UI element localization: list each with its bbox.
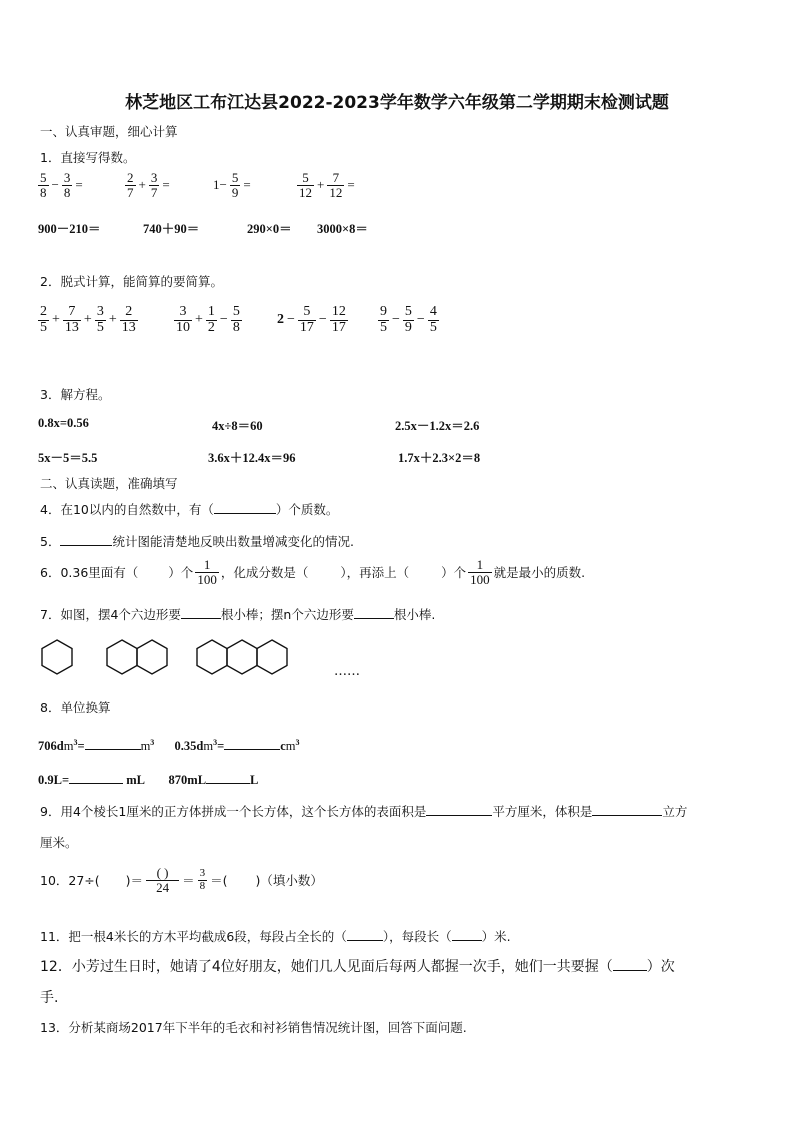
q8-row-2: 0.9L= mL 870mL L bbox=[38, 773, 259, 787]
hexagon-2a bbox=[107, 640, 137, 674]
q3-eq-3: 2.5x－1.2x＝2.6 bbox=[395, 419, 480, 433]
q3-eq-5: 3.6x＋12.4x＝96 bbox=[208, 451, 296, 465]
q10-text: 10．27÷( )＝ $\frac{( )}{24}$ ＝ $\frac{3}{8}$ ＝( )（填小数） bbox=[40, 865, 323, 895]
q2-expr-2: $\frac{3}{10}$ + $\frac{1}{2}$ − $\frac{5}{8}$ bbox=[176, 304, 240, 335]
hexagon-1 bbox=[42, 640, 72, 674]
q8-blank-4[interactable] bbox=[206, 771, 250, 784]
q1-label: 1．直接写得数。 bbox=[40, 150, 136, 165]
q2-expr-4: $\frac{9}{5}$ − $\frac{5}{9}$ − $\frac{4}{5}$ bbox=[380, 304, 437, 335]
q2-expr-1: $\frac{2}{5}$ + $\frac{7}{13}$ + $\frac{3}{5}$ + $\frac{2}{13}$ bbox=[40, 304, 136, 335]
q2-expr-3: 2 − $\frac{5}{17}$ − $\frac{12}{17}$ bbox=[277, 304, 346, 335]
q3-eq-6: 1.7x＋2.3×2＝8 bbox=[398, 451, 481, 465]
q5-text: 5． 统计图能清楚地反映出数量增减变化的情况. bbox=[40, 534, 354, 549]
q8-blank-3[interactable] bbox=[69, 771, 123, 784]
q7-blank-1[interactable] bbox=[181, 606, 221, 619]
q6-text: 6．0.36里面有（ ）个 $\frac{1}{100}$ ，化成分数是（ ），再添上（ ）个 $\frac{1}{100}$ 就是最小的质数. bbox=[40, 557, 586, 587]
q2-label: 2．脱式计算，能简算的要简算。 bbox=[40, 274, 223, 289]
q7-text: 7．如图，摆4个六边形要 根小棒；摆n个六边形要 根小棒. bbox=[40, 607, 436, 622]
q4-blank[interactable] bbox=[214, 501, 276, 514]
q3-eq-4: 5x－5＝5.5 bbox=[38, 451, 98, 465]
q3-label: 3．解方程。 bbox=[40, 387, 111, 402]
q9-blank-2[interactable] bbox=[592, 803, 662, 816]
q11-blank-1[interactable] bbox=[347, 928, 383, 941]
hexagon-figures bbox=[36, 636, 296, 686]
q1-calc-4: 3000×8＝ bbox=[317, 222, 368, 236]
q13-text: 13．分析某商场2017年下半年的毛衣和衬衫销售情况统计图，回答下面问题. bbox=[40, 1020, 467, 1035]
q8-blank-1[interactable] bbox=[85, 737, 141, 750]
q7-blank-2[interactable] bbox=[354, 606, 394, 619]
q9-text-cont: 厘米。 bbox=[40, 835, 78, 850]
continuation-dots: …… bbox=[334, 664, 360, 679]
q8-row-1: $706dm^3= m^3$ $0.35dm^3= cm^3$ bbox=[38, 737, 300, 753]
q12-blank[interactable] bbox=[613, 958, 647, 971]
hexagon-3a bbox=[197, 640, 227, 674]
q12-text-cont: 手. bbox=[40, 990, 59, 1006]
q1-item-3: 1− $\frac{5}{9}$ = bbox=[213, 170, 251, 200]
hexagon-3b bbox=[227, 640, 257, 674]
q1-item-1: $\frac{5}{8}$ − $\frac{3}{8}$ = bbox=[40, 170, 83, 200]
q1-item-2: $\frac{2}{7}$ + $\frac{3}{7}$ = bbox=[127, 170, 170, 200]
q8-label: 8．单位换算 bbox=[40, 700, 111, 715]
q9-text: 9．用4个棱长1厘米的正方体拼成一个长方体，这个长方体的表面积是 平方厘米，体积是 立方 bbox=[40, 804, 688, 819]
q8-blank-2[interactable] bbox=[224, 737, 280, 750]
q1-item-4: $\frac{5}{12}$ + $\frac{7}{12}$ = bbox=[299, 170, 355, 200]
q11-blank-2[interactable] bbox=[452, 928, 482, 941]
page-title: 林芝地区工布江达县2022-2023学年数学六年级第二学期期末检测试题 bbox=[125, 93, 669, 113]
q1-calc-3: 290×0＝ bbox=[247, 222, 292, 236]
section-1-heading: 一、认真审题，细心计算 bbox=[40, 124, 178, 139]
hexagon-3c bbox=[257, 640, 287, 674]
q11-text: 11．把一根4米长的方木平均截成6段，每段占全长的（ ），每段长（ ）米. bbox=[40, 929, 511, 944]
q9-blank-1[interactable] bbox=[426, 803, 492, 816]
q3-eq-2: 4x÷8＝60 bbox=[212, 419, 263, 433]
q4-text: 4．在10以内的自然数中，有（ ）个质数。 bbox=[40, 502, 339, 517]
q5-blank[interactable] bbox=[60, 533, 112, 546]
q1-calc-2: 740＋90＝ bbox=[143, 222, 200, 236]
hexagon-2b bbox=[137, 640, 167, 674]
q1-calc-1: 900－210＝ bbox=[38, 222, 101, 236]
q3-eq-1: 0.8x=0.56 bbox=[38, 416, 89, 430]
q12-text: 12．小芳过生日时，她请了4位好朋友，她们几人见面后每两人都握一次手，她们一共要握（ ）次 bbox=[40, 959, 675, 975]
section-2-heading: 二、认真读题，准确填写 bbox=[40, 476, 178, 491]
